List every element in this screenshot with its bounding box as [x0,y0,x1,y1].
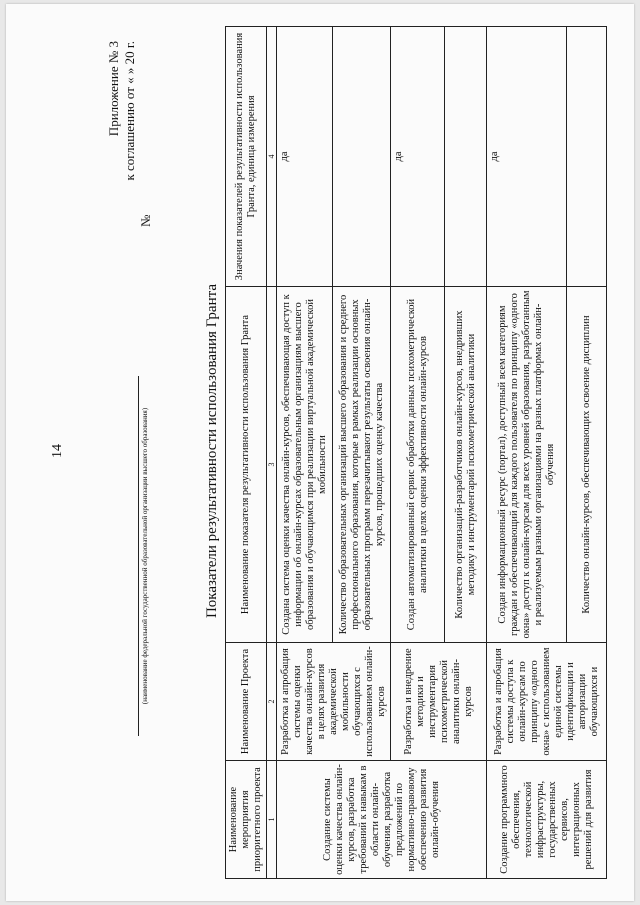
table-row [277,27,333,879]
indicator-cell: Создан информационный ресурс (портал), доступный всем категориям граждан и обеспечивающий для каждого пользователя по принципу «одного окна» доступ к онлайн-курсам для всех уровней образования, разработанным и реализуемым разными организациями на разных платформах онлайн-обучения [487,287,567,643]
project-cell: Разработка и внедрение методики и инструментария психометрической аналитики онлайн-курсов [391,643,487,761]
org-name-caption: (наименование федеральной государственной образовательной организации высшего образования) [141,407,149,705]
col-number: 4 [267,27,277,287]
appendix-title: Приложение № 3 [106,41,121,137]
document-title: Показатели результативности использования Гранта [204,283,220,619]
project-cell: Разработка и апробация системы оценки качества онлайн-курсов в целях развития академической мобильности обучающихся с использованием онлайн-курсов [277,643,391,761]
org-name-line [138,376,139,736]
table-row [487,27,567,879]
page-number: 14 [50,444,65,458]
document-page [6,4,634,901]
header-value: Значения показателей результативности использования Гранта, единица измерения [226,27,267,287]
value-cell: да [487,27,567,287]
activity-cell: Создание системы оценки качества онлайн-курсов, разработка требований к навыкам в области онлайн-обучения, разработка предложений по нормативно-правовому обеспечению развития онлайн-обучения [277,761,487,879]
indicator-cell: Количество организаций-разработчиков онлайн-курсов, внедривших методику и инструментарий психометрической аналитики [445,287,487,643]
agreement-number-line: № [138,214,153,227]
indicators-table [225,26,607,879]
indicator-cell: Количество онлайн-курсов, обеспечивающих освоение дисциплин [567,287,607,643]
header-indicator: Наименование показателя результативности использования Гранта [226,287,267,643]
indicator-cell: Количество образовательных организаций высшего образования и среднего профессионального образования, которые в рамках реализации основных образовательных программ перезачитывают результаты освоения онлайн-курсов, прошедших оценку качества [333,287,391,643]
rotated-content [10,11,622,891]
value-cell [445,27,487,287]
value-cell [567,27,607,287]
column-number-row [267,27,277,879]
table-row [391,27,445,879]
project-cell: Разработка и апробация системы доступа к онлайн-курсам по принципу «одного окна» с использованием единой системы идентификации и авторизации обучающихся и [487,643,607,761]
activity-cell: Создание программного обеспечения, технологической инфраструктуры, государственных сервисов, интеграционных решений для развития [487,761,607,879]
agreement-date-line: к соглашению от « » 20 г. [122,41,137,181]
value-cell: да [391,27,445,287]
value-cell [333,27,391,287]
value-cell: да [277,27,333,287]
col-number: 3 [267,287,277,643]
col-number: 1 [267,761,277,879]
header-activity: Наименование мероприятия приоритетного проекта [226,761,267,879]
indicator-cell: Создана система оценки качества онлайн-курсов, обеспечивающая доступ к информации об онлайн-курсах образовательным организациям высшего образования и обучающимся при реализации виртуальной академической мобильности [277,287,333,643]
indicator-cell: Создан автоматизированный сервис обработки данных психометрической аналитики в целях оценки эффективности онлайн-курсов [391,287,445,643]
col-number: 2 [267,643,277,761]
table-header-row [226,27,267,879]
header-project: Наименование Проекта [226,643,267,761]
appendix-header [106,41,154,301]
